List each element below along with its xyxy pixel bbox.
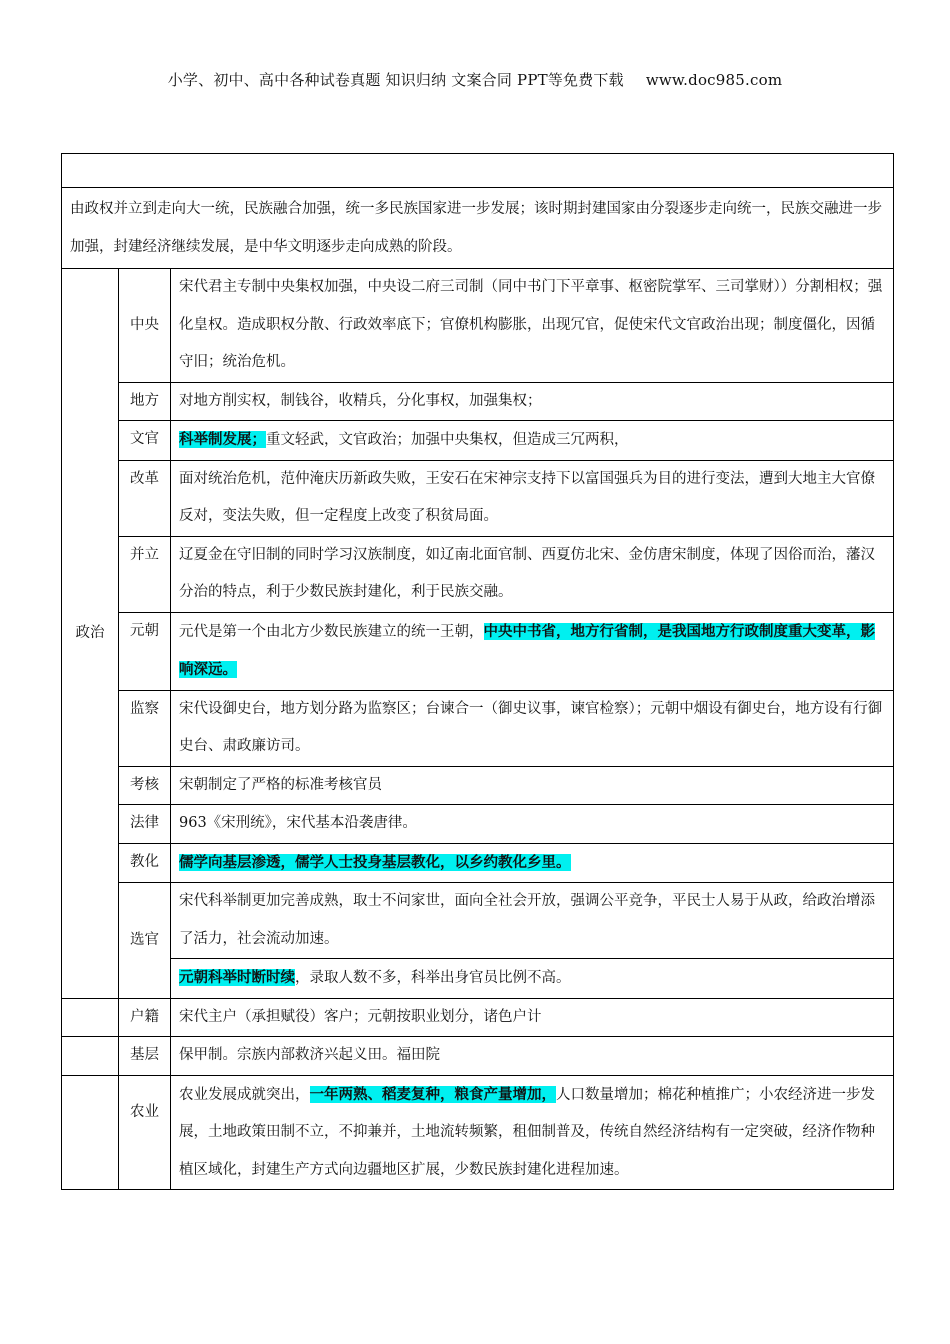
category-politics: 政治 xyxy=(62,269,119,999)
empty-category-cell xyxy=(62,1037,119,1076)
row-label: 元朝 xyxy=(119,612,171,690)
table-row xyxy=(62,883,894,959)
row-label: 基层 xyxy=(119,1037,171,1076)
row-text xyxy=(171,1075,894,1190)
header-url[interactable]: www.doc985.com xyxy=(645,71,783,89)
highlight-text: 儒学向基层渗透，儒学人士投身基层教化，以乡约教化乡里。 xyxy=(179,853,571,871)
table-row xyxy=(62,536,894,612)
summary-table xyxy=(61,153,894,1190)
empty-category-cell xyxy=(62,998,119,1037)
row-text: 面对统治危机，范仲淹庆历新政失败，王安石在宋神宗支持下以富国强兵为目的进行变法，遭到大地主大官僚反对，变法失败，但一定程度上改变了积贫局面。 xyxy=(171,460,894,536)
plain-text: 农业发展成就突出， xyxy=(179,1086,310,1103)
table-row xyxy=(62,612,894,690)
row-text: 963《宋刑统》，宋代基本沿袭唐律。 xyxy=(171,805,894,844)
header-text: 小学、初中、高中各种试卷真题 知识归纳 文案合同 PPT等免费下载 xyxy=(167,71,624,89)
highlight-text: 元朝科举时断时续 xyxy=(179,969,295,986)
table-row xyxy=(62,460,894,536)
row-text xyxy=(171,959,894,999)
row-text xyxy=(171,612,894,690)
row-label: 中央 xyxy=(119,269,171,383)
row-label: 改革 xyxy=(119,460,171,536)
row-label: 并立 xyxy=(119,536,171,612)
row-label: 选官 xyxy=(119,883,171,999)
row-text: 宋代设御史台，地方划分路为监察区；台谏合一（御史议事，谏官检察）；元朝中烟设有御史台，地方设有行御史台、肃政廉访司。 xyxy=(171,690,894,766)
plain-text: 元代是第一个由北方少数民族建立的统一王朝， xyxy=(179,623,484,640)
table-row xyxy=(62,690,894,766)
row-label: 地方 xyxy=(119,382,171,421)
row-label: 法律 xyxy=(119,805,171,844)
row-text: 对地方削实权，制钱谷，收精兵，分化事权，加强集权； xyxy=(171,382,894,421)
highlight-text: 一年两熟、稻麦复种，粮食产量增加， xyxy=(309,1085,556,1103)
empty-category-cell xyxy=(62,1075,119,1190)
intro-row xyxy=(62,188,894,269)
row-text: 宋代君主专制中央集权加强，中央设二府三司制（同中书门下平章事、枢密院掌军、三司掌财））分割相权；强化皇权。造成职权分散、行政效率底下；官僚机构膨胀，出现冗官，促使宋代文官政治出现；制度僵化，因循守旧；统治危机。 xyxy=(171,269,894,383)
table-title-row xyxy=(62,154,894,188)
table-row xyxy=(62,382,894,421)
row-text: 保甲制。宗族内部救济兴起义田。福田院 xyxy=(171,1037,894,1076)
row-label: 教化 xyxy=(119,843,171,883)
highlight-text: 中央中书省，地方行省制，是我国地方行政制度重大变革，影响深远。 xyxy=(179,622,875,678)
plain-text: 人口数量增加；棉花种植推广；小农经济进一步发展，土地政策田制不立，不抑兼并，土地流转频繁，租佃制普及，传统自然经济结构有一定突破，经济作物种植区域化，封建生产方式向边疆地区扩展，少数民族封建化进程加速。 xyxy=(179,1086,875,1178)
table-row xyxy=(62,959,894,999)
row-text xyxy=(171,843,894,883)
row-label: 文官 xyxy=(119,421,171,461)
row-label: 户籍 xyxy=(119,998,171,1037)
row-label: 监察 xyxy=(119,690,171,766)
row-text xyxy=(171,421,894,461)
table-row xyxy=(62,269,894,383)
table-row xyxy=(62,1075,894,1190)
plain-text: 重文轻武，文官政治；加强中央集权，但造成三冗两积， xyxy=(266,432,629,448)
row-label: 农业 xyxy=(119,1075,171,1190)
table-row xyxy=(62,1037,894,1076)
table-row xyxy=(62,421,894,461)
plain-text: ，录取人数不多，科举出身官员比例不高。 xyxy=(295,970,571,986)
intro-text: 由政权并立到走向大一统，民族融合加强，统一多民族国家进一步发展；该时期封建国家由分裂逐步走向统一，民族交融进一步加强，封建经济继续发展，是中华文明逐步走向成熟的阶段。 xyxy=(62,188,894,269)
row-text: 宋朝制定了严格的标准考核官员 xyxy=(171,766,894,805)
table-row xyxy=(62,805,894,844)
table-row xyxy=(62,843,894,883)
highlight-text: 科举制发展； xyxy=(179,431,266,448)
row-text: 宋代主户（承担赋役）客户；元朝按职业划分，诸色户计 xyxy=(171,998,894,1037)
table-row xyxy=(62,766,894,805)
row-text: 辽夏金在守旧制的同时学习汉族制度，如辽南北面官制、西夏仿北宋、金仿唐宋制度，体现了因俗而治，藩汉分治的特点，利于少数民族封建化，利于民族交融。 xyxy=(171,536,894,612)
row-label: 考核 xyxy=(119,766,171,805)
table-row xyxy=(62,998,894,1037)
row-text: 宋代科举制更加完善成熟，取士不问家世，面向全社会开放，强调公平竞争，平民士人易于从政，给政治增添了活力，社会流动加速。 xyxy=(171,883,894,959)
page-header xyxy=(0,69,950,90)
